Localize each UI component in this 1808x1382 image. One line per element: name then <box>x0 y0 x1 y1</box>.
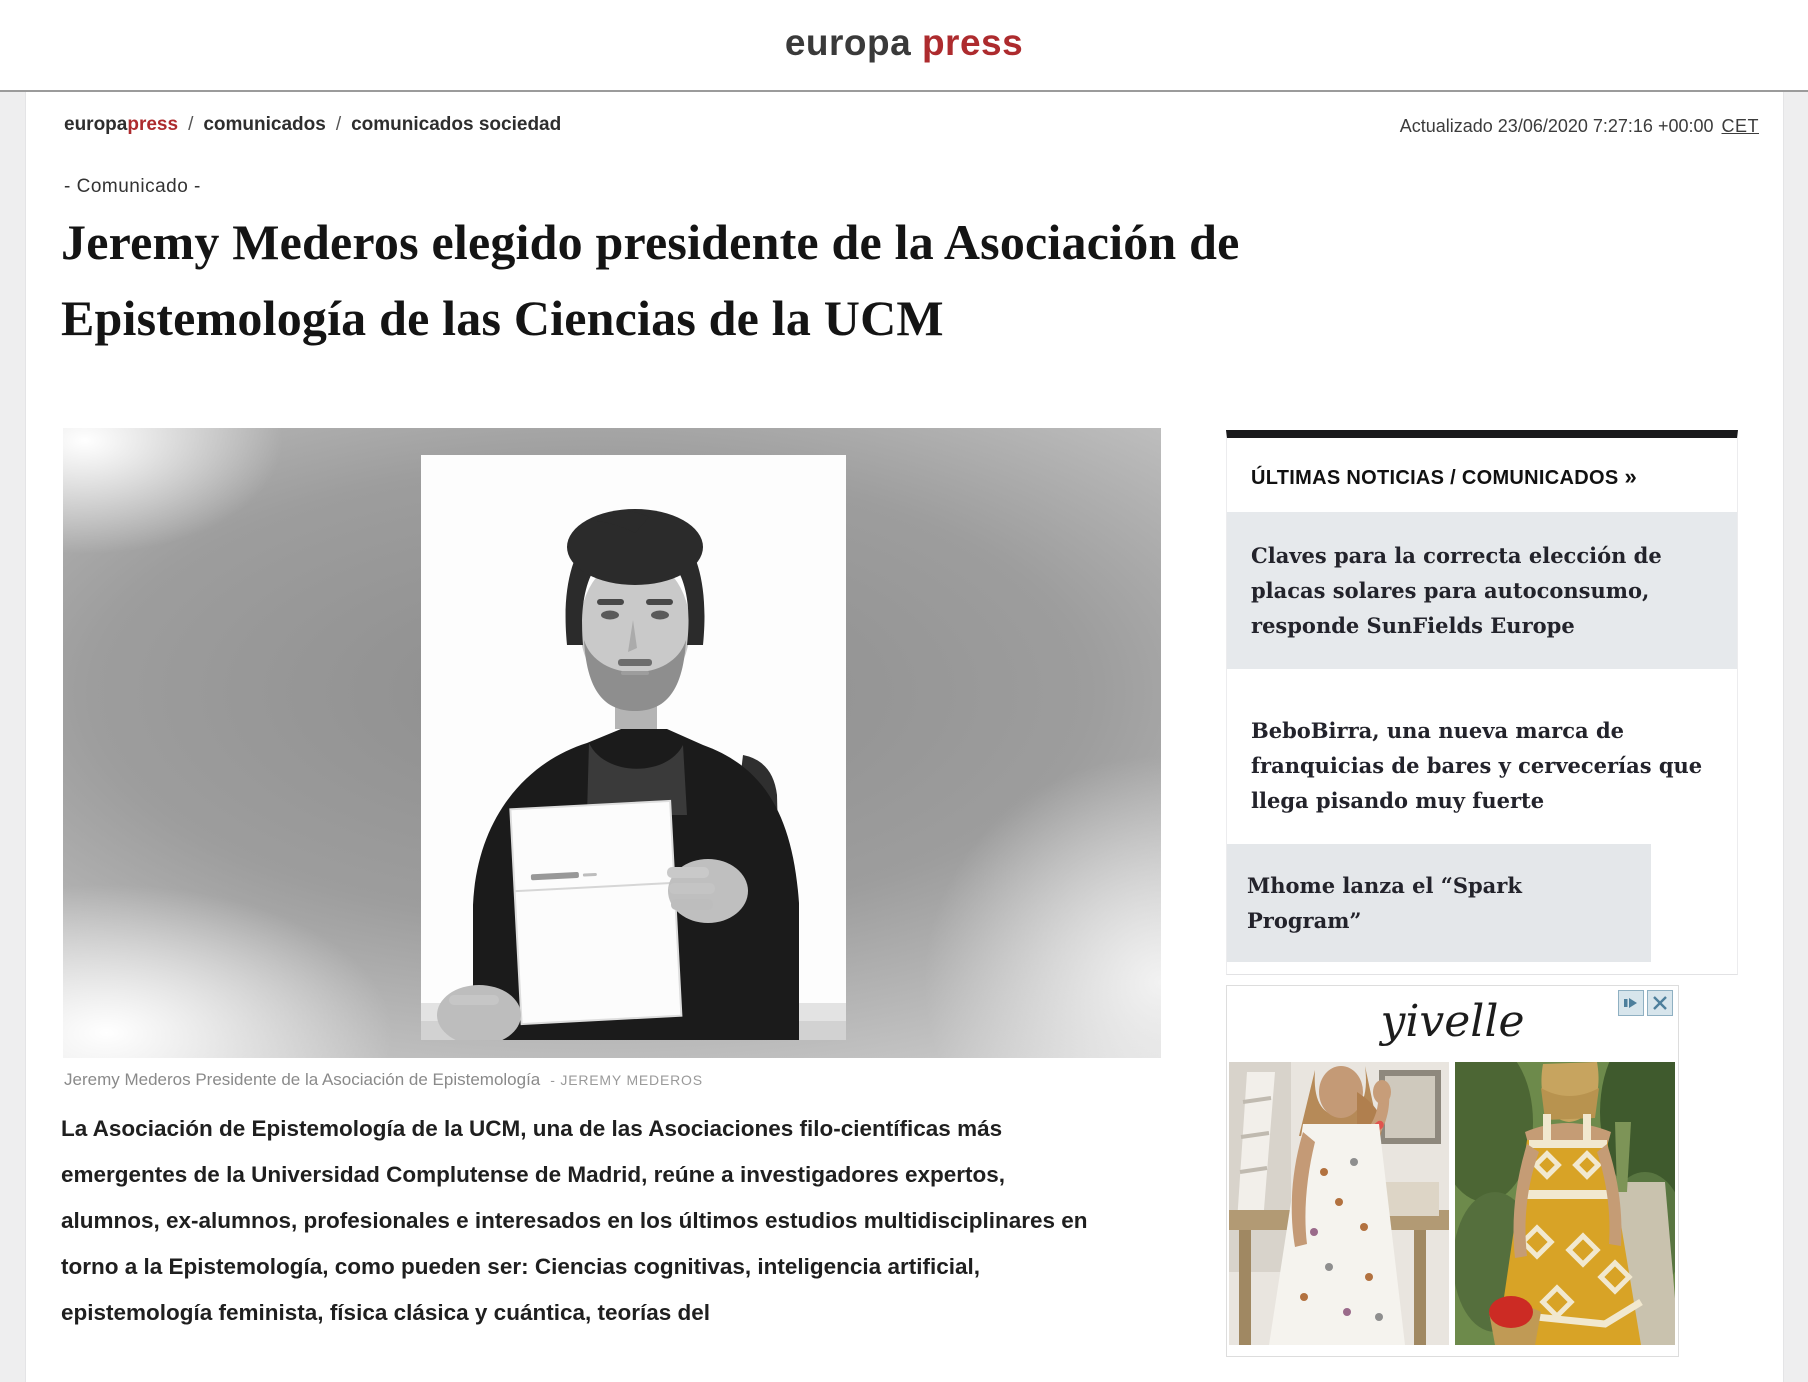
ad-brand-yivelle[interactable]: yivelle <box>1380 996 1525 1047</box>
article-card <box>25 92 1784 1382</box>
portrait-man-holding-document <box>421 455 846 1040</box>
logo-primary: europa <box>784 22 912 63</box>
latest-news-panel <box>1226 430 1738 975</box>
latest-news-title-link[interactable]: ÚLTIMAS NOTICIAS / COMUNICADOS » <box>1251 464 1638 489</box>
ad-image-yellow-dress[interactable] <box>1455 1062 1675 1345</box>
timezone-link[interactable]: CET <box>1721 116 1759 136</box>
photo-credit: - JEREMY MEDEROS <box>550 1072 703 1088</box>
breadcrumb-separator: / <box>335 114 342 135</box>
article-body: La Asociación de Epistemología de la UCM, una de las Asociaciones filo-científicas más emergentes de la Universidad Complutense de Madrid, reúne a investigadores expertos, alumnos, ex-alumnos, profesionales e interesados en los últimos estudios multidisciplinares en torno a la Epistemología, como pueden ser: Ciencias cognitivas, inteligencia artificial, epistemología feminista, física clásica y cuántica, teorías del <box>61 1116 1088 1325</box>
site-header <box>0 0 1808 92</box>
kicker-label: - Comunicado - <box>64 176 201 197</box>
photo-caption: Jeremy Mederos Presidente de la Asociación de Epistemología - JEREMY MEDEROS <box>64 1070 703 1089</box>
breadcrumb-separator: / <box>188 114 194 135</box>
breadcrumb-comunicados-link[interactable]: comunicados <box>203 114 326 135</box>
divider <box>1227 669 1737 687</box>
page-title: Jeremy Mederos elegido presidente de la Asociación de Epistemología de las Ciencias de la UCM <box>61 214 1240 346</box>
advertisement[interactable] <box>1226 985 1679 1357</box>
article-photo <box>421 455 846 1040</box>
europapress-logo[interactable] <box>0 22 1808 64</box>
logo-accent: press <box>921 22 1024 63</box>
news-item-bebobirra[interactable]: BeboBirra, una nueva marca de franquicias de bares y cervecerías que llega pisando muy fuerte <box>1251 718 1703 813</box>
article-photo-background <box>63 428 1161 1058</box>
breadcrumb-sociedad-link[interactable]: comunicados sociedad <box>351 114 562 135</box>
breadcrumb <box>64 114 561 136</box>
double-chevron-right-icon: » <box>1624 464 1638 489</box>
news-item-sunfields[interactable]: Claves para la correcta elección de placas solares para autoconsumo, responde SunFields Europe <box>1227 512 1737 669</box>
updated-timestamp: Actualizado 23/06/2020 7:27:16 +00:00 CET <box>1399 116 1759 136</box>
ad-image-white-dress[interactable] <box>1229 1062 1449 1345</box>
breadcrumb-home-link[interactable]: europapress <box>64 114 179 135</box>
news-item-mhome[interactable]: Mhome lanza el “Spark Program” <box>1227 844 1651 962</box>
